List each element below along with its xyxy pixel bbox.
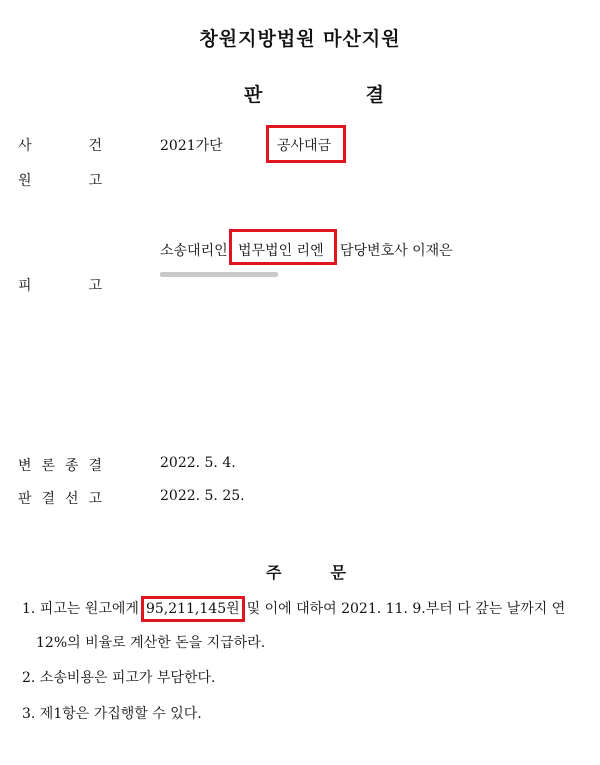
law-firm: 법무법인 리엔 (238, 243, 324, 259)
ruling-label: 판 결 선 고 (18, 491, 102, 507)
title-char: 결 (365, 84, 384, 106)
plaintiff-label: 원 고 (18, 173, 102, 189)
order-item-2: 2. 소송비용은 피고가 부담한다. (22, 670, 216, 686)
order-item-1-line2: 12%의 비율로 계산한 돈을 지급하라. (36, 635, 266, 651)
attorney-prefix: 소송대리인 (160, 243, 228, 259)
case-name: 공사대금 (277, 138, 332, 154)
case-label: 사 건 (18, 138, 102, 154)
order-item-1-text-cont: 및 이에 대하여 2021. 11. 9.부터 다 갚는 날까지 연 (246, 601, 566, 617)
order-item-3: 3. 제1항은 가집행할 수 있다. (22, 706, 202, 722)
highlight-amount: 95,211,145원 (141, 596, 245, 622)
closing-date: 2022. 5. 4. (160, 455, 236, 471)
order-item-1-text: 1. 피고는 원고에게 (22, 601, 139, 617)
document-title (244, 80, 384, 107)
defendant-label: 피 고 (18, 278, 102, 294)
ruling-date: 2022. 5. 25. (160, 488, 245, 504)
redacted-text (160, 272, 278, 277)
attorney-name: 담당변호사 이재은 (340, 243, 453, 259)
closing-label: 변 론 종 결 (18, 458, 102, 474)
order-title: 주 문 (266, 563, 346, 582)
order-item-1 (22, 596, 565, 622)
court-name: 창원지방법원 마산지원 (199, 28, 401, 50)
title-char: 판 (244, 84, 263, 106)
case-number: 2021가단 (160, 138, 223, 154)
